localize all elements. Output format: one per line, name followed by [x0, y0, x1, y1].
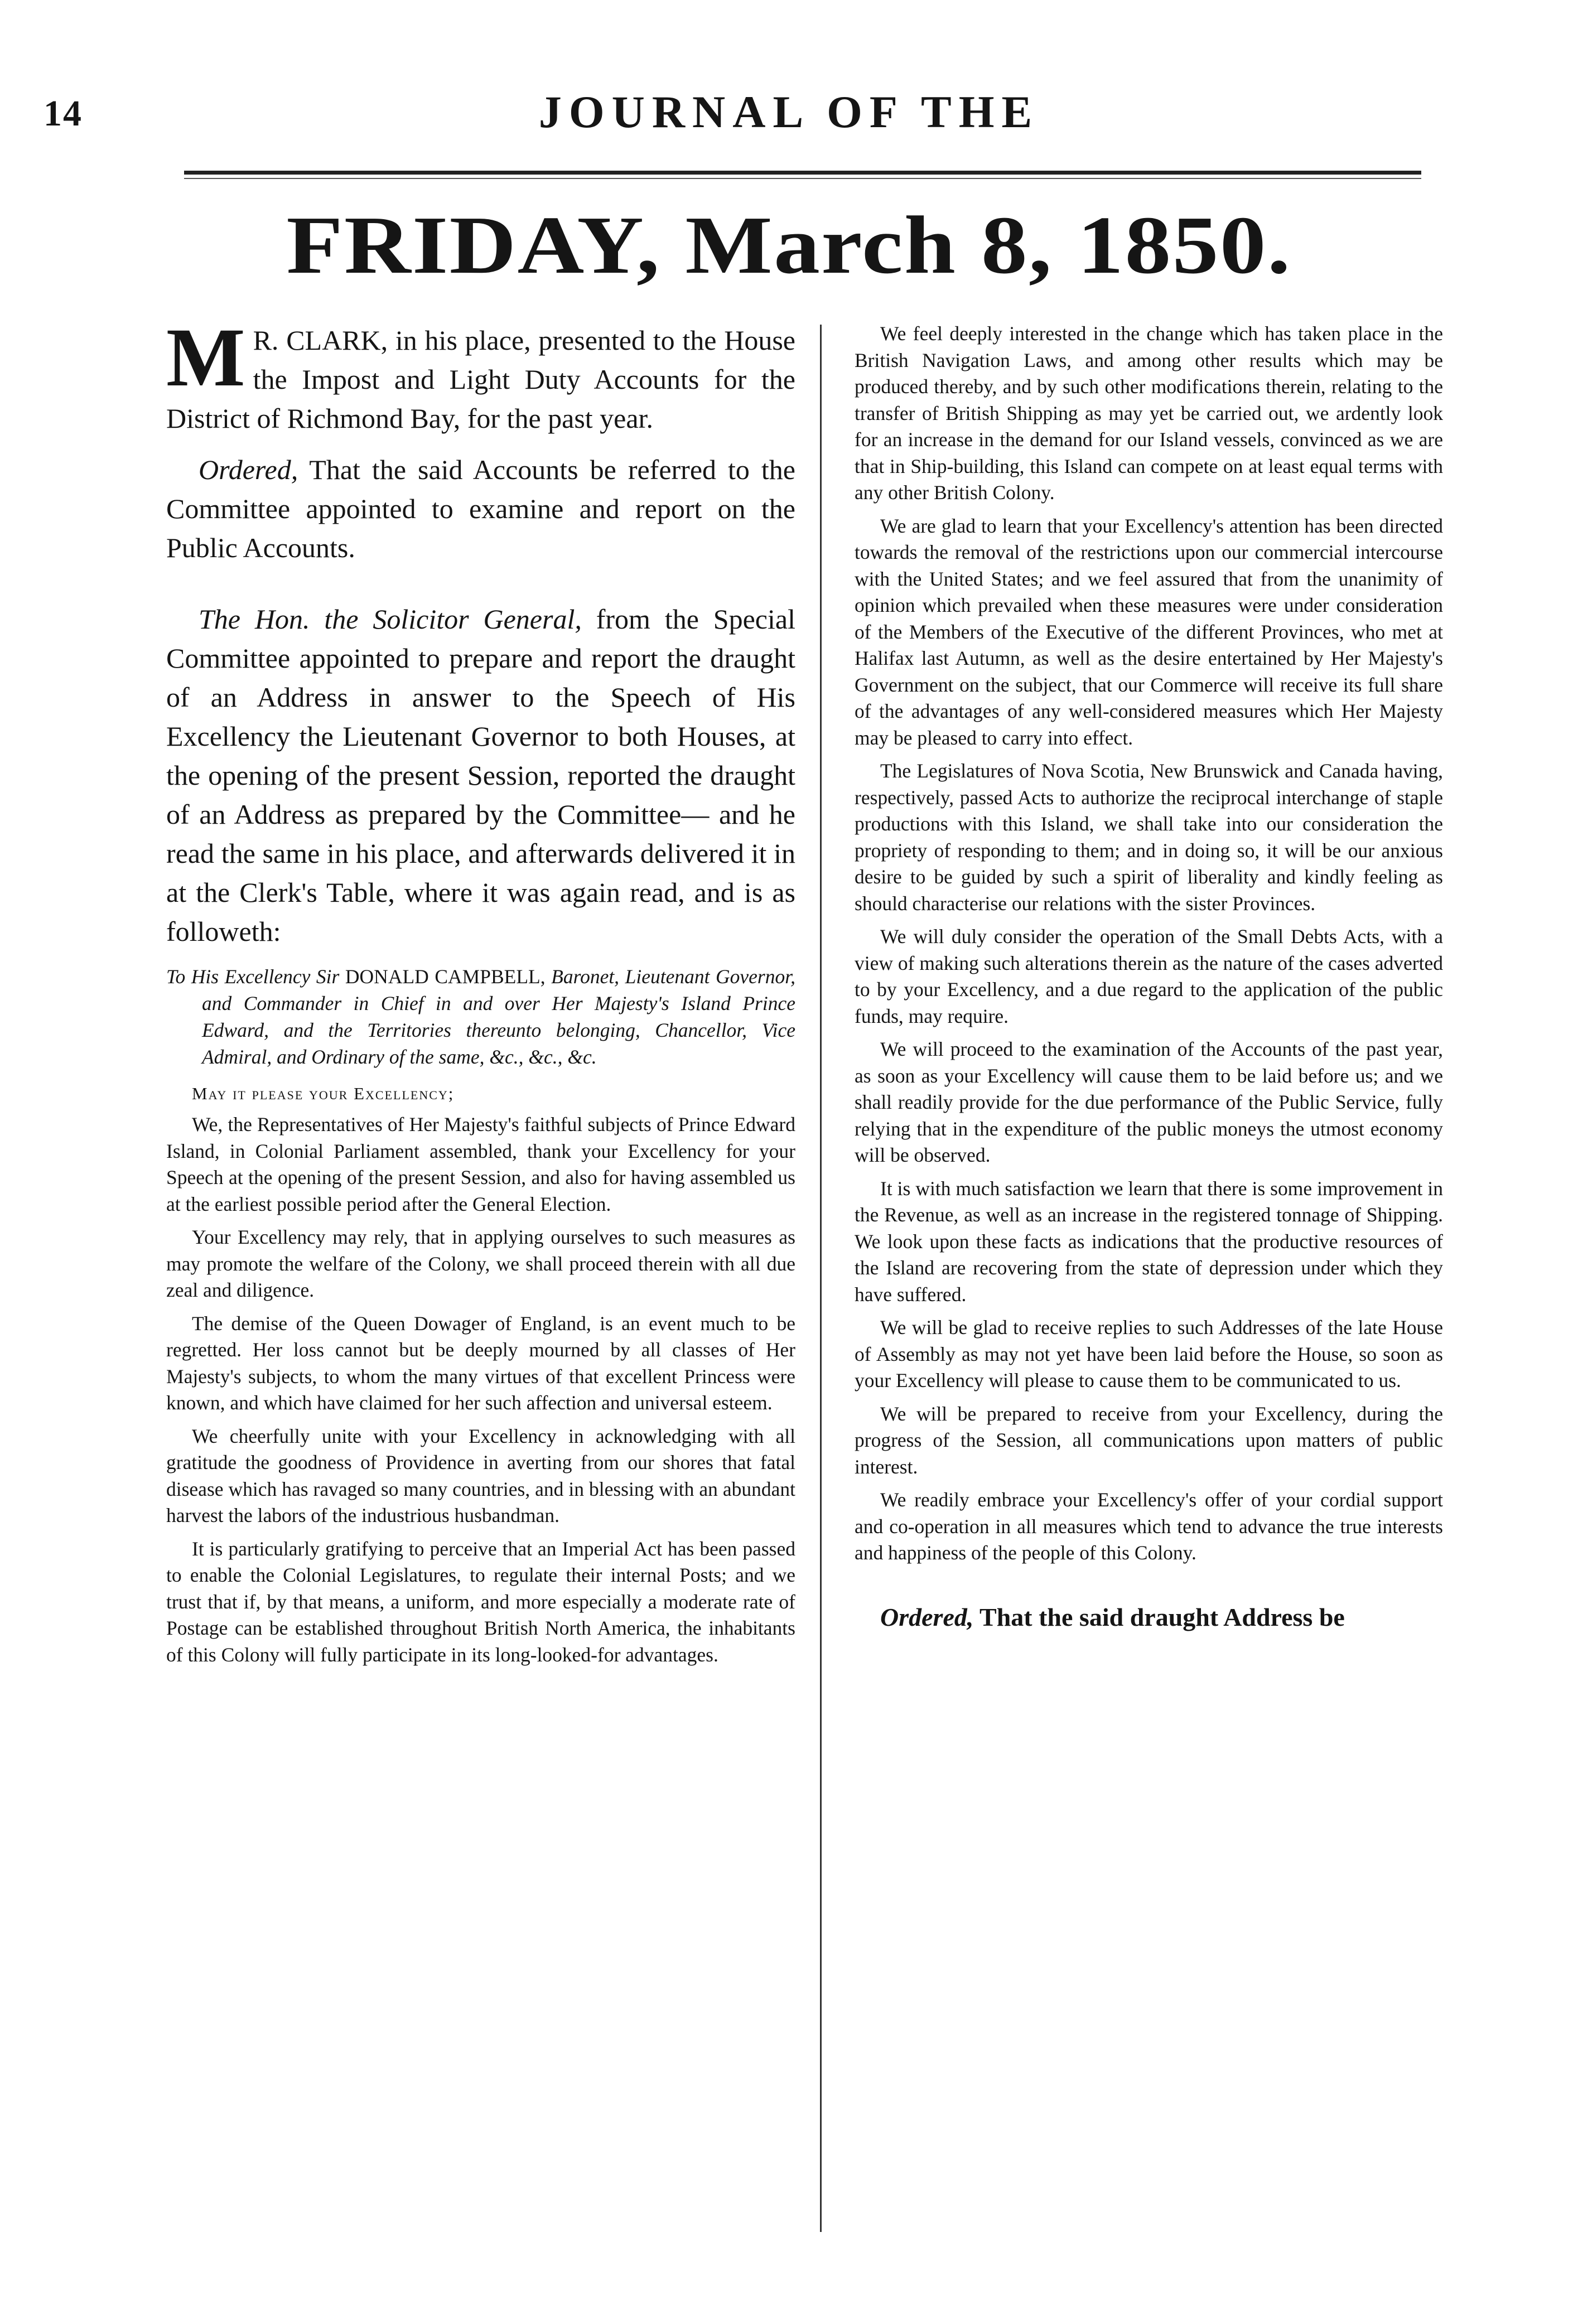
closing-order-paragraph — [855, 1600, 1443, 1635]
address-paragraph: We will duly consider the operation of the Small Debts Acts, with a view of making such alterations therein as the nature of the cases adverted to by your Excellency, and a due regard to the application of the public funds, may require. — [855, 925, 1443, 1027]
address-paragraph: It is particularly gratifying to perceive that an Imperial Act has been passed to enable the Colonial Legislatures, to regulate their internal Posts; and we trust that if, by that means, a uniform, and more especially a moderate rate of Postage can be established throughout British North America, the inhabitants of this Colony will fully participate in its long-looked-for advantages. — [166, 1537, 795, 1666]
drop-cap: M — [166, 311, 245, 404]
date-heading: FRIDAY, March 8, 1850. — [286, 200, 1292, 291]
address-paragraph: We, the Representatives of Her Majesty's faithful subjects of Prince Edward Island, in Colonial Parliament assembled, thank your Excellency for your Speech at the opening of the present Session, and also for having assembled us at the earliest possible period after the General Election. — [166, 1113, 795, 1215]
salutation: May it please your Excellency; — [192, 1084, 455, 1103]
address-paragraph: It is with much satisfaction we learn that there is some improvement in the Revenue, as well as an increase in the registered tonnage of Shipping. We look upon these facts as indications that the productive resources of the Island are recovering from the state of depression under which they have suffered. — [855, 1177, 1443, 1306]
address-paragraph: The Legislatures of Nova Scotia, New Brunswick and Canada having, respectively, passed Acts to authorize the reciprocal interchange of staple productions with this Island, we shall take into our consideration the propriety of responding to them; and in doing so, it will be our anxious desire to be guided by such a spirit of liberality and kindly feeling as should characterise our relations with the sister Provinces. — [855, 760, 1443, 915]
left-column — [166, 311, 795, 1675]
right-column — [855, 321, 1443, 1635]
address-addressee — [166, 963, 795, 1070]
solicitor-lead: The Hon. the Solicitor General, — [199, 603, 582, 635]
address-paragraph: We will proceed to the examination of the Accounts of the past year, as soon as your Excellency will cause them to be laid before us; and we shall readily provide for the due performance of the Public Service, fully relying that in the expenditure of the public moneys the utmost economy will be observed. — [855, 1038, 1443, 1166]
address-paragraph: We readily embrace your Excellency's offer of your cordial support and co-operation in all measures which tend to advance the true interests and happiness of the people of this Colony. — [855, 1489, 1443, 1564]
ordered-accounts-paragraph — [166, 450, 795, 567]
address-paragraph: We feel deeply interested in the change which has taken place in the British Navigation Laws, and among other results which may be produced thereby, and by such other modifications therein, relating to the transfer of British Shipping as may yet be carried out, we ardently look for an increase in the demand for our Island vessels, convinced as we are that in Ship-building, this Island can compete on at least equal terms with any other British Colony. — [855, 322, 1443, 504]
solicitor-general-paragraph — [166, 600, 795, 951]
address-paragraph: The demise of the Queen Dowager of England, is an event much to be regretted. Her loss cannot but be deeply mourned by all classes of Her Majesty's subjects, to whom the many virtues of that excellent Princess were known, and which have claimed for her such affection and universal esteem. — [166, 1312, 795, 1414]
running-title: JOURNAL OF THE — [538, 86, 1040, 137]
page-number: 14 — [44, 93, 83, 134]
address-paragraph: Your Excellency may rely, that in applying ourselves to such measures as may promote the welfare of the Colony, we shall proceed therein with all due zeal and diligence. — [166, 1226, 795, 1301]
header-rule — [184, 171, 1421, 179]
address-paragraph: We cheerfully unite with your Excellency in acknowledging with all gratitude the goodness of Providence in averting from our shores that fatal disease which has ravaged so many countries, and in blessing with an abundant harvest the labors of the industrious husbandman. — [166, 1424, 795, 1526]
addressee-name: DONALD CAMPBELL, — [345, 965, 546, 988]
addressee-titles: Baronet, Lieutenant Governor, and Commander in Chief in and over Her Majesty's Island Prince Edward, and the Territories thereunto belonging, Chancellor, Vice Admiral, and Ordinary of the same, &c., &c., &c. — [202, 965, 795, 1068]
addressee-to: To His Excellency Sir — [166, 965, 345, 988]
column-divider — [820, 325, 822, 2232]
address-paragraph: We will be glad to receive replies to such Addresses of the late House of Assembly as may not yet have been laid before the House, so soon as your Excellency will please to cause them to be communicated to us. — [855, 1316, 1443, 1391]
closing-text: That the said draught Address be — [973, 1602, 1345, 1631]
paragraph-text: R. CLARK, in his place, presented to the House the Impost and Light Duty Accounts for the District of Richmond Bay, for the past year. — [166, 325, 795, 434]
paragraph-text: That the said Accounts be referred to the Committee appointed to examine and report on the Public Accounts. — [166, 454, 795, 563]
address-paragraph: We will be prepared to receive from your Excellency, during the progress of the Session, all communications upon matters of public interest. — [855, 1402, 1443, 1478]
closing-ordered-lead: Ordered, — [880, 1602, 974, 1631]
ordered-lead: Ordered, — [199, 454, 298, 485]
address-paragraph: We are glad to learn that your Excellency's attention has been directed towards the removal of the restrictions upon our commercial intercourse with the United States; and we feel assured that from the unanimity of opinion which prevailed when these measures were under consideration of the Members of the Executive of the different Provinces, who met at Halifax last Autumn, as well as the desire entertained by Her Majesty's Government on the subject, that our Commerce will receive its full share of the advantages of any well-considered measures which Her Majesty may be pleased to carry into effect. — [855, 514, 1443, 749]
clark-accounts-paragraph — [166, 311, 795, 438]
paragraph-text: from the Special Committee appointed to prepare and report the draught of an Address in answer to the Speech of His Excellency the Lieutenant Governor to both Houses, at the opening of the present Session, reported the draught of an Address as prepared by the Committee— and he read the same in his place, and afterwards delivered it in at the Clerk's Table, where it was again read, and is as followeth: — [166, 603, 795, 947]
